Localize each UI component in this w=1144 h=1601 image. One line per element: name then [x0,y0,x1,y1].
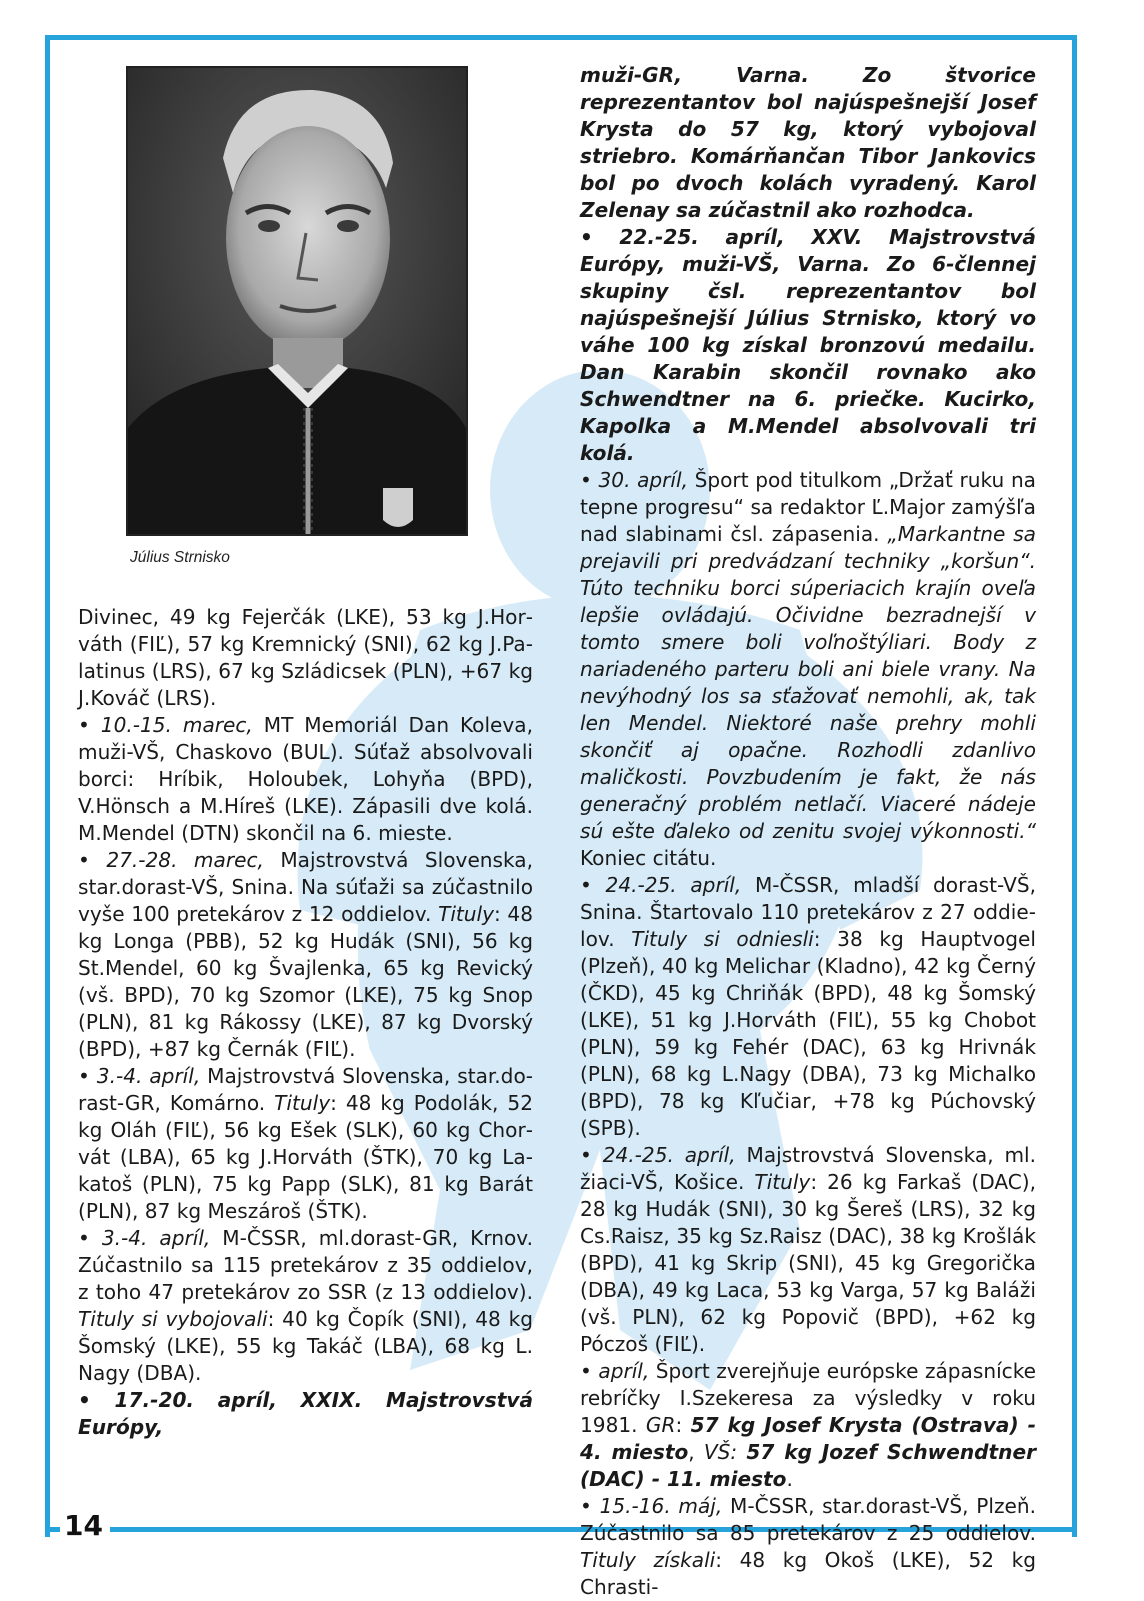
text-segment: : 38 kg Hauptvogel (Plzeň), 40 kg Melichar (Kladno), 42 kg Černý (ČKD), 45 kg Chriňák (BPD), 48 kg Šomský (LKE), 51 kg J.Horváth (FIĽ), 55 kg Chobot (PLN), 59 kg Fehér (DAC), 63 kg Hrivnák (PLN), 68 kg L.Nagy (DBA), 73 kg Michalko (BPD), 78 kg Kľučiar, +78 kg Púchovský (SPB). [580,927,1036,1140]
paragraph [580,224,1036,467]
bottom-rule-left [45,1527,60,1532]
text-segment: : 48 kg Longa (PBB), 52 kg Hudák (SNI), 56 kg St.Mendel, 60 kg Švajlenka, 65 kg Revický (vš. BPD), 70 kg Szomor (LKE), 75 kg Snop (PLN), 81 kg Rákossy (LKE), 87 kg Dvorský (BPD), +87 kg Černák (FIĽ). [78,902,533,1061]
text-segment: : 48 kg Okoš (LKE), 52 kg Chrasti- [580,1548,1036,1599]
text-segment: • [78,1064,97,1088]
portrait-illustration [128,68,466,534]
text-segment: Tituly [438,902,495,926]
right-column [580,62,1036,1601]
text-segment: : [675,1413,691,1437]
text-segment: Tituly si odniesli [631,927,814,951]
text-segment: 24.-25. apríl, [605,873,742,897]
paragraph [78,604,533,712]
text-segment: 27.-28. marec, [106,848,264,872]
text-segment: Majstrovstvá Slovenska, star.dorast-GR, Komárno. [78,1064,533,1115]
text-segment: : 26 kg Farkaš (DAC), 28 kg Hudák (SNI), 30 kg Šereš (LRS), 32 kg Cs.Raisz, 35 kg Sz.Raisz (DAC), 38 kg Krošlák (BPD), 41 kg Skrip (SNI), 45 kg Gregorička (DBA), 49 kg Laca, 53 kg Varga, 57 kg Baláži (vš. PLN), 62 kg Popovič (BPD), +62 kg Póczoš (FIĽ). [580,1170,1036,1356]
text-segment: Divinec, 49 kg Fejerčák (LKE), 53 kg J.Horváth (FIĽ), 57 kg Kremnický (SNI), 62 kg J.Palatinus (LRS), 67 kg Szládicsek (PLN), +67 kg J.Kováč (LRS). [78,605,533,710]
text-segment: „Markantne sa prejavili pri predvádzaní techniky „koršun“. Túto techniku borci súperiacich krajín oveľa lepšie ovládajú. Očividne bezradnejší v tomto smere boli voľnoštýliari. Body z nariadeného parteru boli ani biele vrany. Na nevýhodný los sa sťažovať nemohli, ak, tak len Mendel. Niektoré naše prehry mohli skončiť aj opačne. Rozhodli zdanlivo maličkosti. Povzbudením je fakt, že nás generačný problém netlačí. Viaceré nádeje sú ešte ďaleko od zenitu svojej výkonnosti.“ [580,522,1036,843]
text-segment: 3.-4. apríl, [101,1226,211,1250]
text-segment: VŠ: [703,1440,738,1464]
text-segment: Koniec citátu. [580,846,717,870]
text-segment: muži-GR, Varna. Zo štvorice reprezentantov bol najúspešnejší Josef Krysta do 57 kg, ktorý vybojoval striebro. Komárňančan Tibor Jankovics bol po dvoch kolách vyradený. Karol Zelenay sa zúčastnil ako rozhodca. [580,63,1036,222]
paragraph [580,1358,1036,1493]
text-segment: , [688,1440,704,1464]
page-number: 14 [64,1509,103,1542]
text-segment: • 17.-20. apríl, XXIX. Majstrovstvá Európy, [78,1388,533,1439]
text-segment: Šport pod titulkom „Držať ruku na tepne progresu“ sa redaktor Ľ.Major zamýšľa nad slabinami čsl. zápasenia. [580,468,1036,546]
paragraph [580,872,1036,1142]
text-segment: apríl, [598,1359,650,1383]
text-segment: GR [645,1413,676,1437]
text-segment: • 22.-25. apríl, XXV. Majstrovstvá Európy, muži-VŠ, Varna. Zo 6-člennej skupiny čsl. reprezentantov bol najúspešnejší Július Strnisko, ktorý vo váhe 100 kg získal bronzovú medailu. Dan Karabin skončil rovnako ako Schwendtner na 6. priečke. Kucirko, Kapolka a M.Mendel absolvovali tri kolá. [580,225,1036,465]
text-segment: Tituly [274,1091,331,1115]
text-segment: 57 kg Jozef Schwendtner (DAC) - 11. miesto [580,1440,1037,1491]
left-column [78,604,533,1441]
text-segment: M-ČSSR, mladší dorast-VŠ, Snina. Štartovalo 110 pretekárov z 27 oddielov. [580,873,1036,951]
paragraph [580,467,1036,872]
text-segment: Tituly získali [580,1548,716,1572]
text-segment: M-ČSSR, ml.dorast-GR, Krnov. Zúčastnilo sa 115 pretekárov z 35 oddielov, z toho 47 pretekárov zo SSR (z 13 oddielov). [78,1226,533,1304]
text-segment: Tituly si vybojovali [78,1307,268,1331]
text-segment: • [580,873,606,897]
text-segment: MT Memoriál Dan Koleva, muži-VŠ, Chaskovo (BUL). Súťaž absolvovali borci: Hríbik, Holoubek, Lohyňa (BPD), V.Hönsch a M.Híreš (LKE). Zápasili dve kolá. M.Mendel (DTN) skončil na 6. mieste. [78,713,533,845]
text-segment: • [580,468,599,492]
athlete-photo [126,66,468,536]
text-segment: • [78,848,107,872]
text-segment: • [580,1494,600,1518]
photo-caption: Július Strnisko [130,549,230,566]
text-segment: Tituly [754,1170,811,1194]
text-segment: • [580,1359,599,1383]
text-segment: 30. apríl, [598,468,688,492]
paragraph [580,62,1036,224]
text-segment: . [786,1467,793,1491]
paragraph [78,712,533,847]
text-segment: M-ČSSR, star.dorast-VŠ, Plzeň. Zúčastnilo sa 85 pretekárov z 25 oddielov. [580,1494,1036,1545]
paragraph [78,847,533,1063]
paragraph [78,1063,533,1225]
text-segment: : 40 kg Čopík (SNI), 48 kg Šomský (LKE), 55 kg Takáč (LBA), 68 kg L. Nagy (DBA). [78,1307,533,1385]
text-segment: • [78,1226,102,1250]
paragraph [580,1493,1036,1601]
paragraph [78,1225,533,1387]
paragraph [78,1387,533,1441]
text-segment: Majstrovstvá Slovenska, star.dorast-VŠ, Snina. Na súťaži sa zúčastnilo vyše 100 pretekárov z 12 oddielov. [78,848,533,926]
text-segment: : 48 kg Podolák, 52 kg Oláh (FIĽ), 56 kg Ešek (SLK), 60 kg Chorvát (LBA), 65 kg J.Horváth (ŠTK), 70 kg Lakatoš (PLN), 75 kg Papp (SLK), 81 kg Barát (PLN), 87 kg Meszároš (ŠTK). [78,1091,533,1223]
text-segment: 15.-16. máj, [599,1494,723,1518]
paragraph [580,1142,1036,1358]
text-segment: Majstrovstvá Slovenska, ml. žiaci-VŠ, Košice. [580,1143,1036,1194]
text-segment: 10.-15. marec, [100,713,253,737]
text-segment: 3.-4. apríl, [96,1064,201,1088]
text-segment: • [580,1143,603,1167]
text-segment: • [78,713,101,737]
text-segment: 24.-25. apríl, [602,1143,736,1167]
text-segment: 57 kg Josef Krysta (Ostrava) - 4. miesto [580,1413,1036,1464]
text-segment: Šport zverejňuje európske zápasnícke rebríčky I.Szekeresa za výsledky v roku 1981. [580,1359,1036,1437]
